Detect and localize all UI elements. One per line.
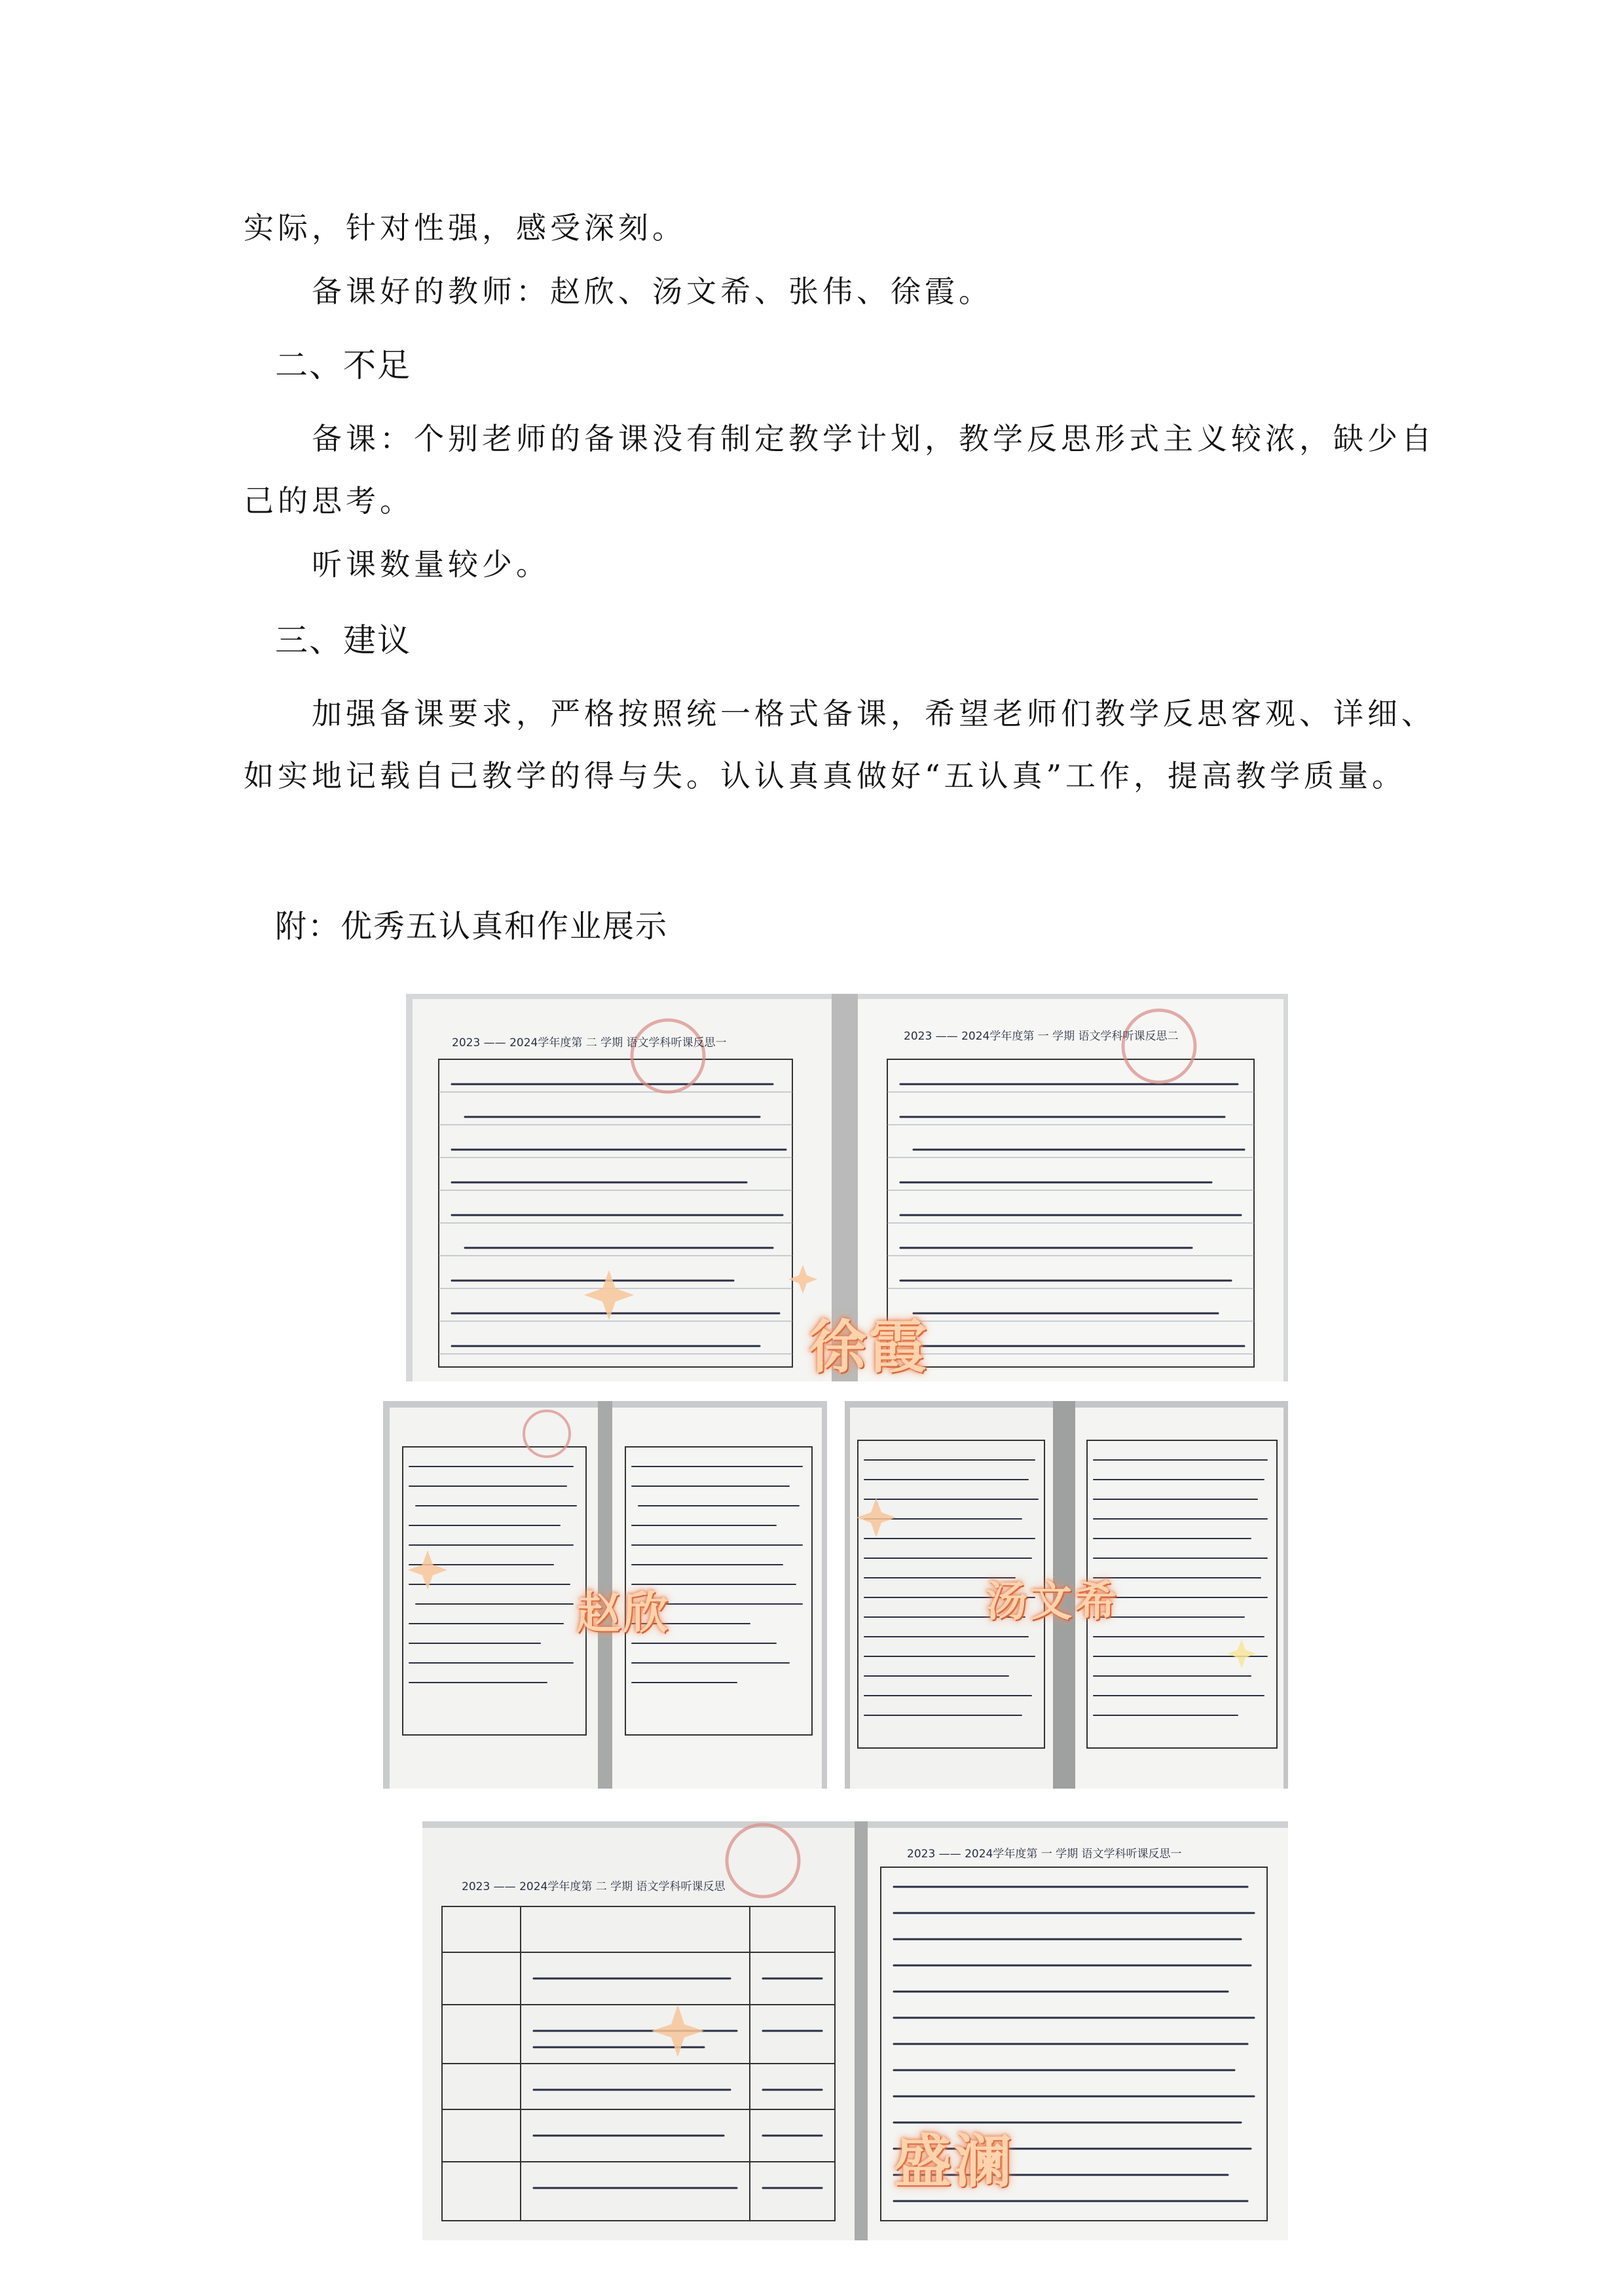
appendix-title: 附：优秀五认真和作业展示	[275, 908, 669, 945]
photo-header-left: 2023 —— 2024学年度第 二 学期 语文学科听课反思	[462, 1880, 726, 1893]
body-line-5: 听课数量较少。	[312, 547, 550, 582]
body-line-4: 己的思考。	[244, 483, 414, 519]
photo-caption-zhaoxin: 赵欣	[576, 1588, 671, 1639]
body-line-1: 实际，针对性强，感受深刻。	[244, 210, 686, 246]
section-heading-3: 三、建议	[275, 621, 411, 659]
body-line-7: 如实地记载自己教学的得与失。认认真真做好“五认真”工作，提高教学质量。	[244, 758, 1407, 793]
photo-caption-shenglan: 盛澜	[894, 2128, 1015, 2195]
body-line-6: 加强备课要求，严格按照统一格式备课，希望老师们教学反思客观、详细、	[312, 696, 1435, 731]
photo-caption-tangwenxi: 汤文希	[986, 1578, 1119, 1626]
body-line-2: 备课好的教师：赵欣、汤文希、张伟、徐霞。	[312, 274, 993, 309]
photo-caption-xuxia: 徐霞	[809, 1313, 930, 1381]
section-heading-2: 二、不足	[275, 346, 411, 384]
notebook-photo-zhaoxin	[383, 1401, 827, 1789]
photo-header-right: 2023 —— 2024学年度第 一 学期 语文学科听课反思一	[907, 1848, 1182, 1861]
notebook-photo-tangwenxi	[845, 1401, 1288, 1789]
notebook-photo-shenglan	[422, 1821, 1288, 2240]
photo-header-left: 2023 —— 2024学年度第 二 学期 语文学科听课反思一	[452, 1036, 727, 1049]
body-line-3: 备课：个别老师的备课没有制定教学计划，教学反思形式主义较浓，缺少自	[312, 421, 1435, 456]
notebook-photo-xuxia	[406, 994, 1288, 1381]
photo-header-right: 2023 —— 2024学年度第 一 学期 语文学科听课反思二	[904, 1030, 1179, 1043]
